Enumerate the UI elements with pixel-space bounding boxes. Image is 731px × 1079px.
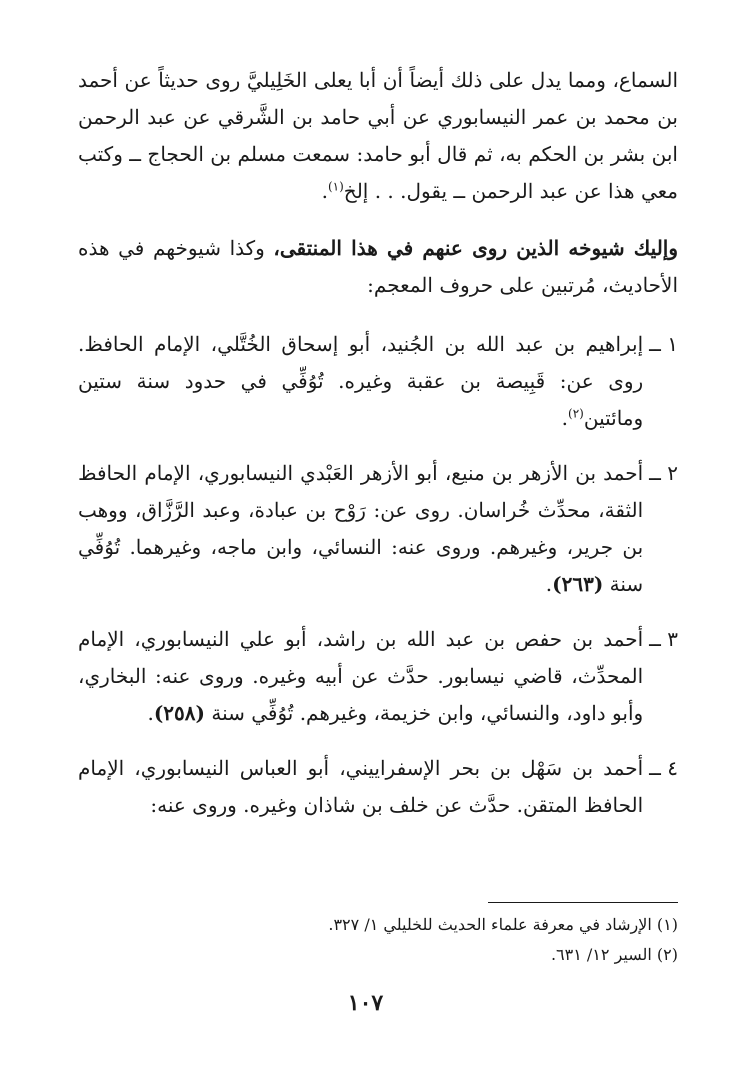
entry-number: ٤ ــ [649,756,678,780]
entry-end: . [147,701,154,725]
entry-body-text: أحمد بن الأزهر بن منيع، أبو الأزهر العَبْدي النيسابوري، الإمام الحافظ الثقة، محدِّث خُراسان. روى عن: رَوْح بن عبادة، وعبد الرَّزَّاق، ووهب بن جرير، وغيرهم. وروى عنه: النسائي، وابن ماجه، وغيرهما. تُوُفِّي سنة [78,461,644,596]
intro-rest-text: وكذا شيوخهم في هذه الأحاديث، مُرتبين على حروف المعجم: [78,236,678,297]
opening-paragraph [78,62,678,210]
entry-2 [78,455,678,603]
entry-text [78,455,643,603]
entry-text [78,621,643,732]
intro-bold-text: وإليك شيوخه الذين روى عنهم في هذا المنتقى، [273,236,679,260]
intro-paragraph [78,230,678,304]
entry-end: . [545,572,553,596]
entry-text [78,750,643,824]
opening-end: . [321,179,328,203]
footnote-marker-1[interactable]: (١) [327,179,344,194]
page-body [78,62,678,842]
entry-number: ٢ ــ [649,461,678,485]
entry-end: . [561,406,569,430]
entry-3 [78,621,678,732]
death-year: (٢٦٣) [552,572,604,596]
entry-body-text: أحمد بن سَهْل بن بحر الإسفراييني، أبو العباس النيسابوري، الإمام الحافظ المتقن. حدَّث عن خلف بن شاذان وغيره. وروى عنه: [78,756,644,817]
footnote-marker-2[interactable]: (٢) [568,406,584,421]
page-number: ١٠٧ [347,990,384,1016]
entry-number: ٣ ــ [649,627,678,651]
opening-paragraph-text: السماع، ومما يدل على ذلك أيضاً أن أبا يعلى الخَلِيليَّ روى حديثاً عن أحمد بن محمد بن عمر النيسابوري عن أبي حامد بن الشَّرقي عن عبد الرحمن ابن بشر بن الحكم به، ثم قال أبو حامد: سمعت مسلم بن الحجاج ــ وكتب معي هذا عن عبد الرحمن ــ يقول. . . إلخ [78,68,678,203]
footnote-1: (١) الإرشاد في معرفة علماء الحديث للخليلي ١/ ٣٢٧. [328,915,678,934]
footnote-2: (٢) السير ١٢/ ٦٣١. [550,945,678,964]
entry-text [78,326,643,437]
entry-1 [78,326,678,437]
death-year: (٢٥٨) [153,701,205,725]
footnote-divider [488,902,678,903]
entry-body-text: أحمد بن حفص بن عبد الله بن راشد، أبو علي النيسابوري، الإمام المحدِّث، قاضي نيسابور. حدَّث عن أبيه وغيره. وروى عنه: البخاري، وأبو داود، والنسائي، وابن خزيمة، وغيرهم. تُوُفِّي سنة [78,627,644,725]
entry-body-text: إبراهيم بن عبد الله بن الجُنيد، أبو إسحاق الخُتَّلي، الإمام الحافظ. روى عن: قَبِيصة بن عقبة وغيره. تُوُفِّي في حدود سنة ستين ومائتين [78,332,644,430]
entry-4 [78,750,678,824]
footnotes [78,910,678,970]
entry-number: ١ ــ [649,332,678,356]
